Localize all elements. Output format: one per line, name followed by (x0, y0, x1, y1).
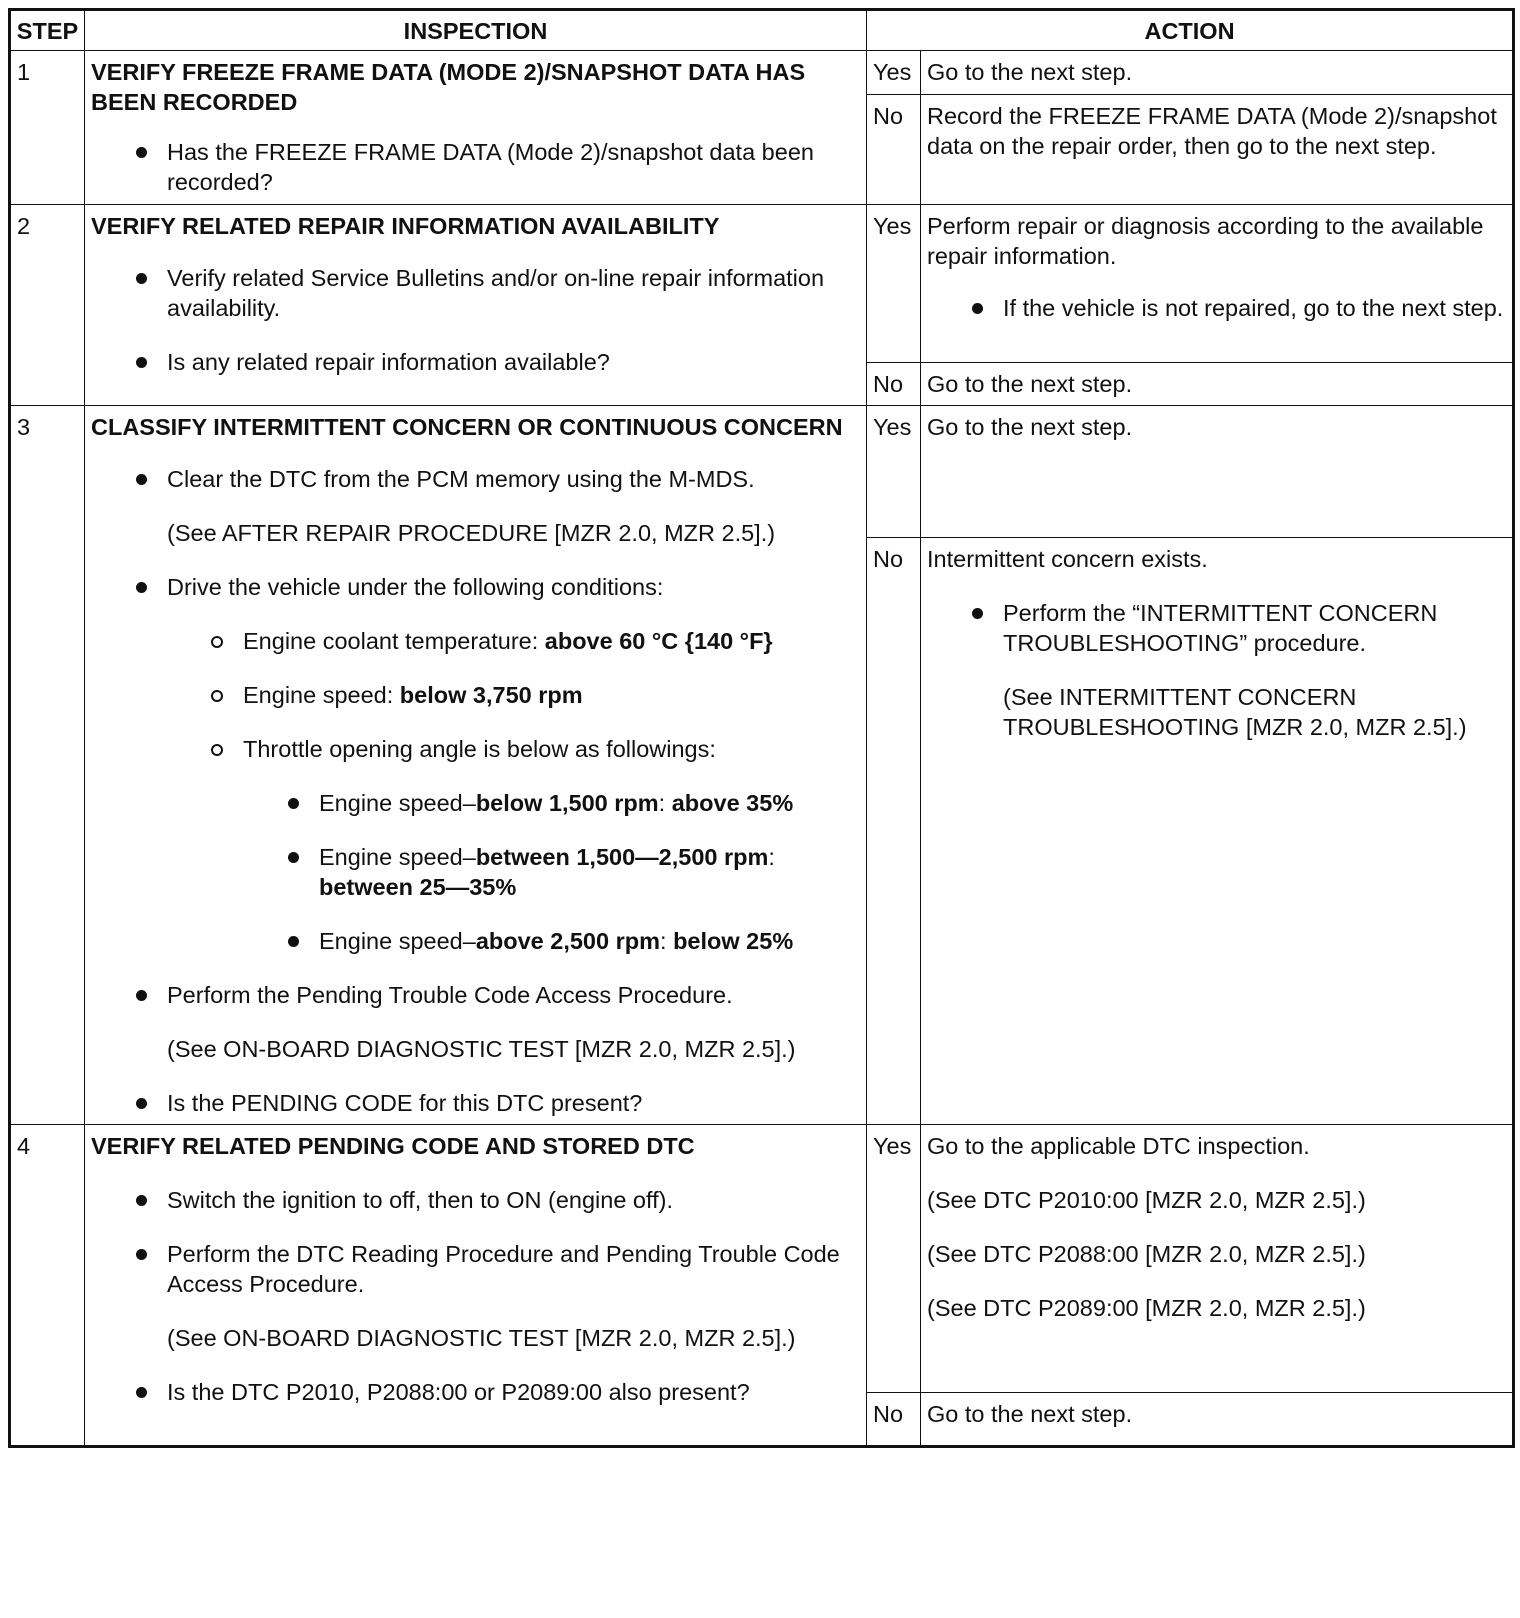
throttle-item (91, 842, 860, 902)
step-title: VERIFY RELATED PENDING CODE AND STORED DTC (91, 1133, 695, 1159)
header-row (10, 10, 1514, 51)
inspection-item: Is the PENDING CODE for this DTC present? (91, 1088, 860, 1118)
no-label: No (867, 538, 921, 1125)
no-label: No (867, 1393, 921, 1447)
inspection-item: Perform the Pending Trouble Code Access Procedure. (91, 980, 860, 1010)
no-action: Record the FREEZE FRAME DATA (Mode 2)/snapshot data on the repair order, then go to the next step. (921, 95, 1514, 205)
yes-action-bullet: If the vehicle is not repaired, go to the next step. (927, 293, 1506, 323)
throttle-sep: : (658, 790, 672, 816)
yes-action: Perform repair or diagnosis according to the available repair information. (927, 213, 1484, 269)
no-action-note: (See INTERMITTENT CONCERN TROUBLESHOOTING [MZR 2.0, MZR 2.5].) (1003, 684, 1467, 740)
throttle-speed: between 1,500—2,500 rpm (475, 844, 769, 870)
step-column-header: STEP (10, 10, 85, 51)
condition-item (91, 680, 860, 710)
no-action: Go to the next step. (921, 363, 1514, 406)
inspection-note: (See AFTER REPAIR PROCEDURE [MZR 2.0, MZR 2.5].) (167, 520, 776, 546)
step-number: 2 (10, 205, 85, 406)
condition-value: above 60 °C {140 °F} (544, 628, 773, 654)
yes-label: Yes (867, 406, 921, 538)
yes-action: Go to the next step. (921, 406, 1514, 538)
inspection-note: (See ON-BOARD DIAGNOSTIC TEST [MZR 2.0, MZR 2.5].) (167, 1036, 796, 1062)
inspection-item: Verify related Service Bulletins and/or on-line repair information availability. (91, 263, 860, 323)
no-action-cell (921, 538, 1514, 1125)
throttle-text: Engine speed– (319, 928, 476, 954)
inspection-cell (85, 406, 867, 1125)
step-title: CLASSIFY INTERMITTENT CONCERN OR CONTINUOUS CONCERN (91, 414, 843, 440)
yes-action-cell (921, 205, 1514, 363)
table-row (10, 51, 1514, 95)
table-row (10, 1125, 1514, 1393)
inspection-item: Clear the DTC from the PCM memory using the M-MDS. (91, 464, 860, 494)
throttle-item (91, 926, 860, 956)
inspection-cell (85, 51, 867, 205)
condition-item (91, 626, 860, 656)
table-row (10, 406, 1514, 538)
inspection-cell (85, 205, 867, 406)
yes-action: Go to the next step. (921, 51, 1514, 95)
inspection-item: Has the FREEZE FRAME DATA (Mode 2)/snapshot data been recorded? (91, 137, 860, 197)
table-row (10, 205, 1514, 363)
no-action: Go to the next step. (921, 1393, 1514, 1447)
inspection-item: Is the DTC P2010, P2088:00 or P2089:00 also present? (91, 1377, 860, 1407)
condition-text: Engine speed: (243, 682, 400, 708)
throttle-text: Engine speed– (319, 844, 476, 870)
step-number: 3 (10, 406, 85, 1125)
yes-label: Yes (867, 1125, 921, 1393)
inspection-column-header: INSPECTION (85, 10, 867, 51)
no-action-bullet: Perform the “INTERMITTENT CONCERN TROUBLESHOOTING” procedure. (927, 598, 1506, 658)
step-title: VERIFY FREEZE FRAME DATA (MODE 2)/SNAPSHOT DATA HAS BEEN RECORDED (91, 59, 806, 115)
dtc-reference: (See DTC P2088:00 [MZR 2.0, MZR 2.5].) (927, 1241, 1366, 1267)
dtc-reference: (See DTC P2089:00 [MZR 2.0, MZR 2.5].) (927, 1295, 1366, 1321)
step-number: 4 (10, 1125, 85, 1447)
dtc-reference: (See DTC P2010:00 [MZR 2.0, MZR 2.5].) (927, 1187, 1366, 1213)
diagnostic-table (8, 8, 1515, 1448)
step-title: VERIFY RELATED REPAIR INFORMATION AVAILABILITY (91, 213, 720, 239)
throttle-speed: below 1,500 rpm (475, 790, 659, 816)
inspection-item: Is any related repair information available? (91, 347, 860, 377)
inspection-item: Drive the vehicle under the following conditions: (91, 572, 860, 602)
condition-item: Throttle opening angle is below as followings: (91, 734, 860, 764)
yes-label: Yes (867, 51, 921, 95)
inspection-item: Perform the DTC Reading Procedure and Pending Trouble Code Access Procedure. (91, 1239, 860, 1299)
yes-action-cell (921, 1125, 1514, 1393)
condition-text: Engine coolant temperature: (243, 628, 545, 654)
throttle-item (91, 788, 860, 818)
inspection-item: Switch the ignition to off, then to ON (engine off). (91, 1185, 860, 1215)
throttle-value: below 25% (673, 928, 794, 954)
yes-action: Go to the applicable DTC inspection. (927, 1133, 1310, 1159)
condition-value: below 3,750 rpm (399, 682, 583, 708)
no-action: Intermittent concern exists. (927, 546, 1208, 572)
no-label: No (867, 95, 921, 205)
throttle-speed: above 2,500 rpm (475, 928, 660, 954)
throttle-value: between 25—35% (319, 874, 517, 900)
throttle-text: Engine speed– (319, 790, 476, 816)
step-number: 1 (10, 51, 85, 205)
inspection-note: (See ON-BOARD DIAGNOSTIC TEST [MZR 2.0, MZR 2.5].) (167, 1325, 796, 1351)
yes-label: Yes (867, 205, 921, 363)
throttle-sep: : (660, 928, 674, 954)
no-label: No (867, 363, 921, 406)
throttle-sep: : (768, 844, 775, 870)
action-column-header: ACTION (867, 10, 1514, 51)
throttle-value: above 35% (671, 790, 794, 816)
inspection-cell (85, 1125, 867, 1447)
